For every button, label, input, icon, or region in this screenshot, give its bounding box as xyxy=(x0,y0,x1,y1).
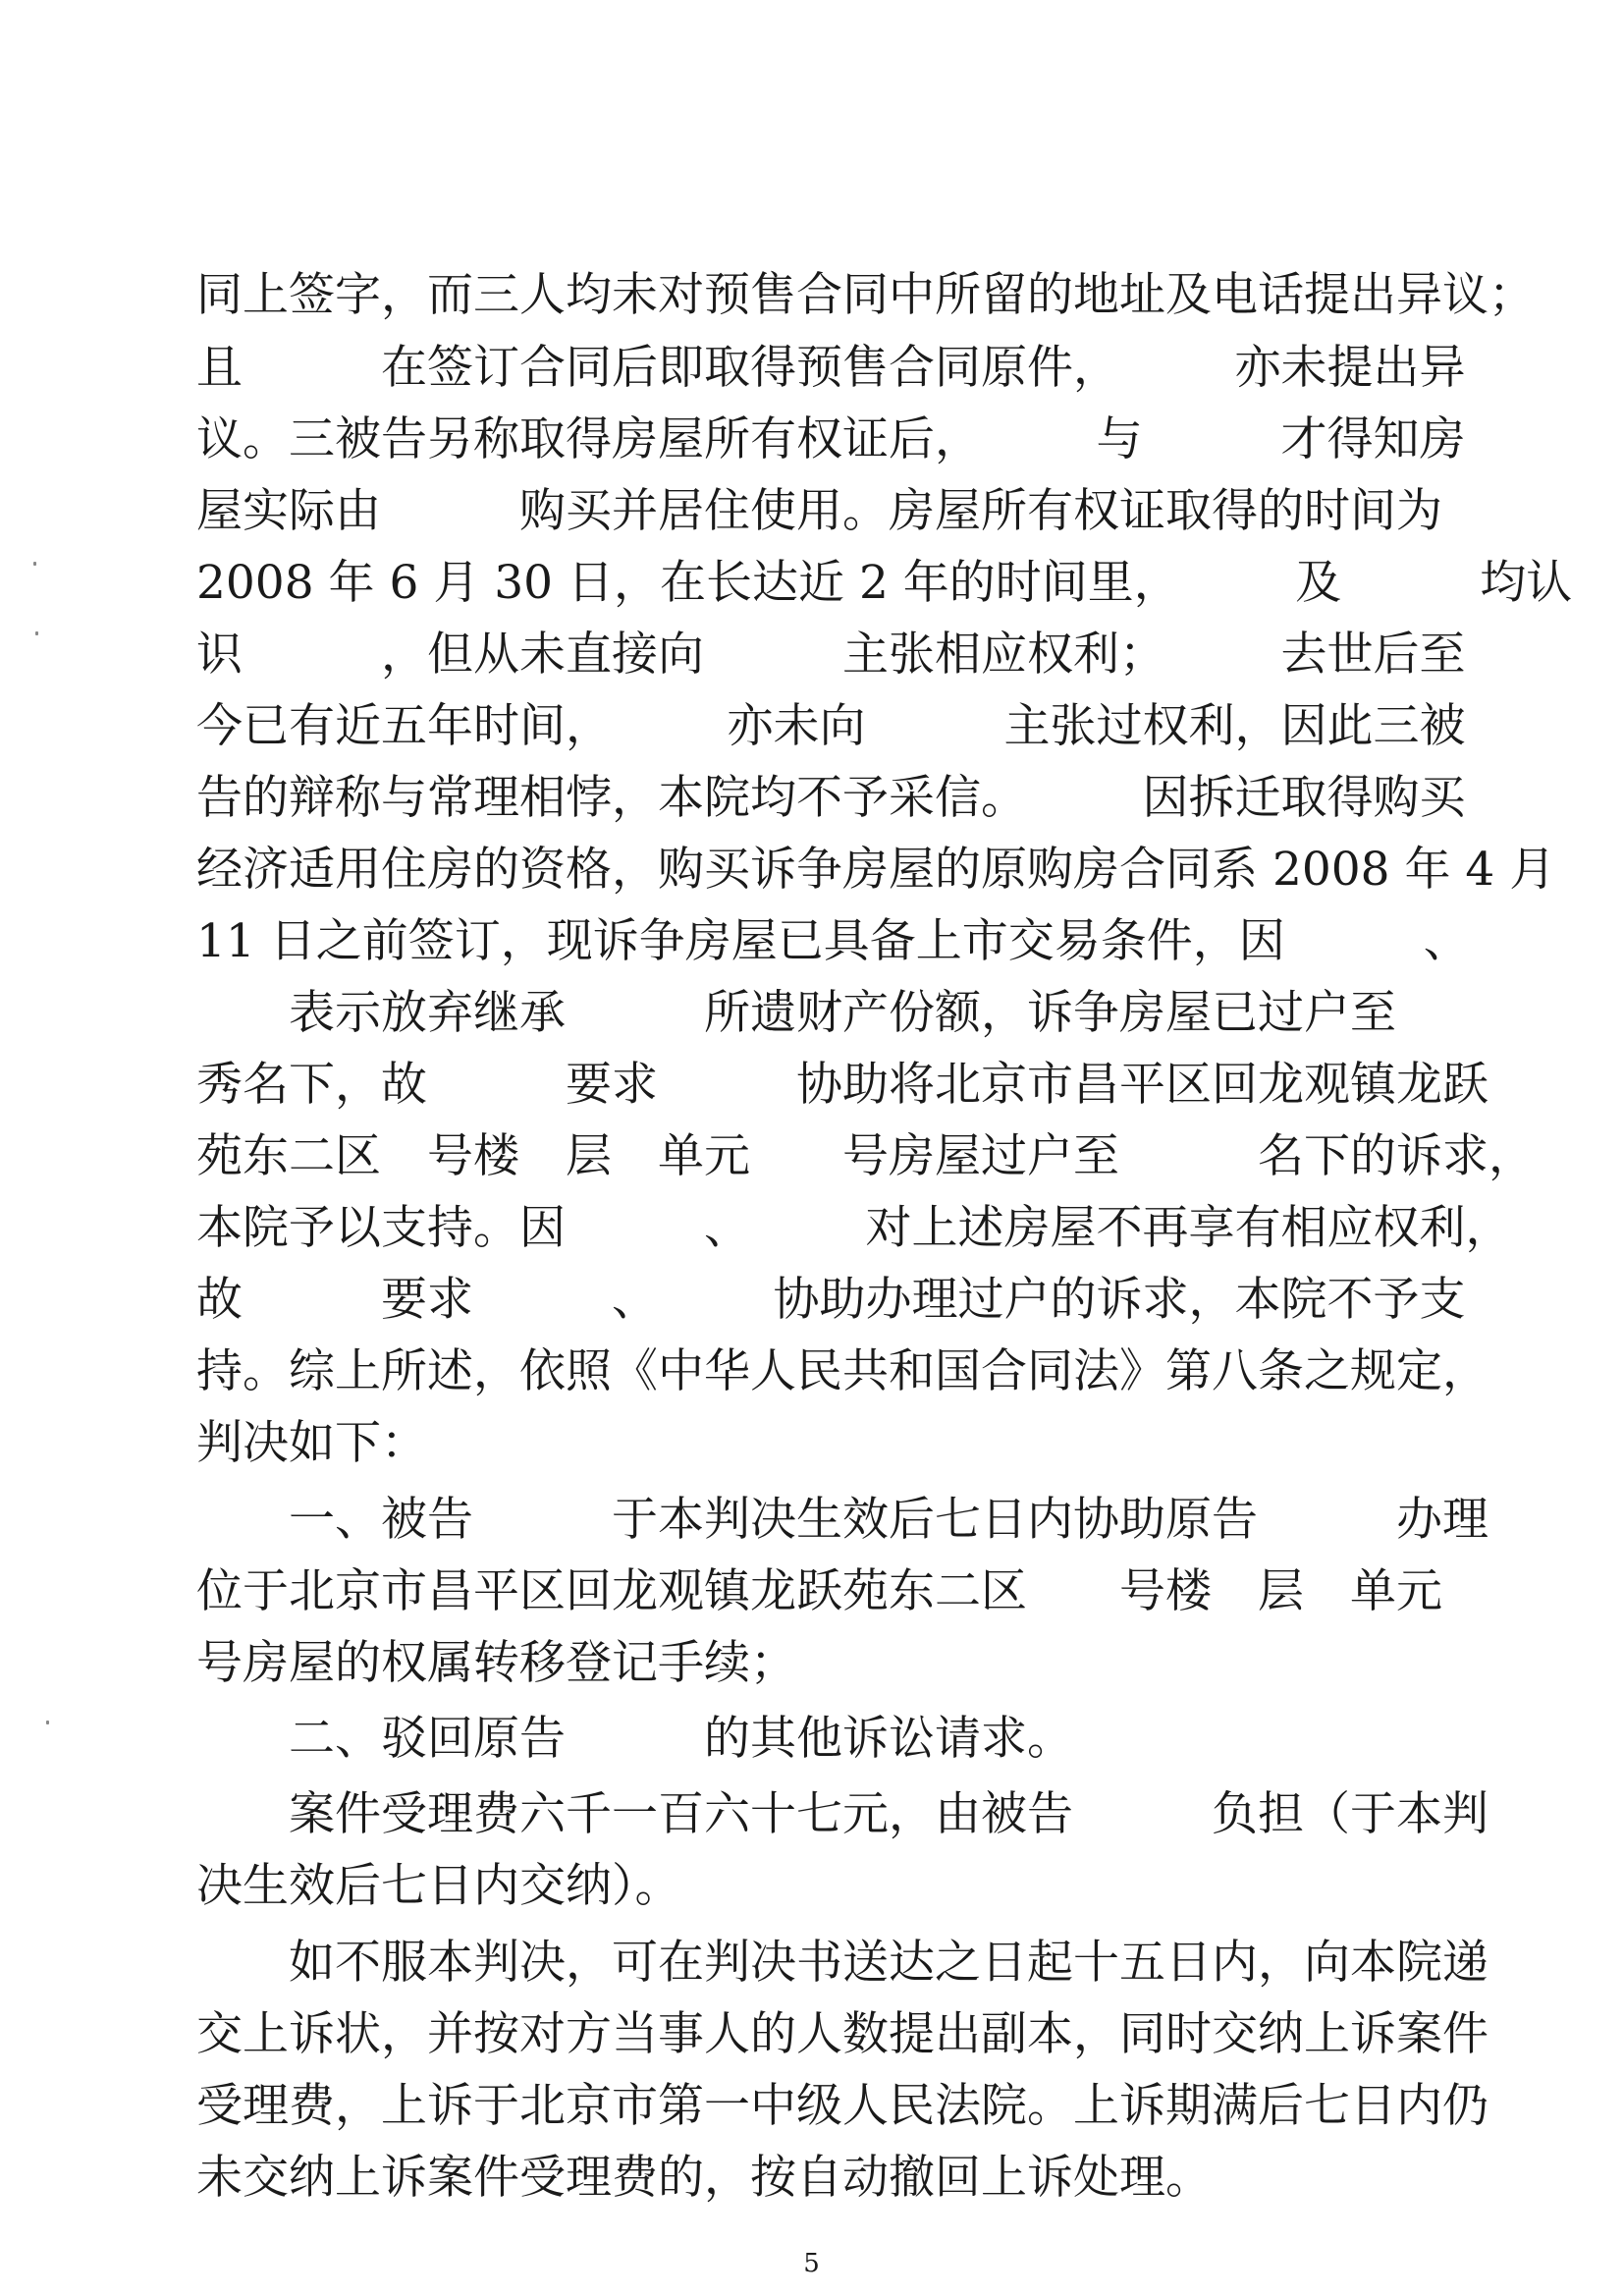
text-line: 秀名下，故 要求 协助将北京市昌平区回龙观镇龙跃 xyxy=(196,1058,1488,1112)
text-line: 判决如下： xyxy=(196,1416,427,1470)
text-line: 2008 年 6 月 30 日，在长达近 2 年的时间里， 及 均认 xyxy=(196,556,1573,610)
text-line: 屋实际由 购买并居住使用。房屋所有权证取得的时间为 xyxy=(196,484,1442,538)
text-line: 二、驳回原告 的其他诉讼请求。 xyxy=(196,1712,1073,1766)
text-line: 未交纳上诉案件受理费的，按自动撤回上诉处理。 xyxy=(196,2151,1212,2205)
text-line: 如不服本判决，可在判决书送达之日起十五日内，向本院递 xyxy=(196,1936,1488,1990)
text-line: 本院予以支持。因 、 对上述房屋不再享有相应权利， xyxy=(196,1201,1512,1255)
text-line: 持。综上所述，依照《中华人民共和国合同法》第八条之规定， xyxy=(196,1344,1488,1398)
text-line: 交上诉状，并按对方当事人的人数提出副本，同时交纳上诉案件 xyxy=(196,2007,1488,2061)
text-line: 且 在签订合同后即取得预售合同原件， 亦未提出异 xyxy=(196,341,1466,395)
text-line: 一、被告 于本判决生效后七日内协助原告 办理 xyxy=(196,1493,1488,1547)
text-line: 告的辩称与常理相悖，本院均不予采信。 因拆迁取得购买 xyxy=(196,771,1466,825)
text-line: 受理费，上诉于北京市第一中级人民法院。上诉期满后七日内仍 xyxy=(196,2079,1488,2133)
scan-speck xyxy=(46,1721,49,1724)
text-line: 经济适用住房的资格，购买诉争房屋的原购房合同系 2008 年 4 月 xyxy=(196,843,1556,897)
text-line: 同上签字，而三人均未对预售合同中所留的地址及电话提出异议； xyxy=(196,268,1535,322)
text-line: 11 日之前签订，现诉争房屋已具备上市交易条件，因 、 xyxy=(196,914,1470,968)
scan-speck xyxy=(35,631,38,635)
text-line: 表示放弃继承 所遗财产份额，诉争房屋已过户至 xyxy=(196,986,1396,1040)
text-line: 今已有近五年时间， 亦未向 主张过权利，因此三被 xyxy=(196,699,1466,753)
scan-speck xyxy=(33,562,36,566)
text-line: 苑东二区 号楼 层 单元 号房屋过户至 名下的诉求， xyxy=(196,1129,1535,1183)
page-number-footer: 5 xyxy=(803,2249,820,2278)
text-line: 号房屋的权属转移登记手续； xyxy=(196,1636,796,1690)
text-line: 决生效后七日内交纳）。 xyxy=(196,1859,681,1913)
text-line: 位于北京市昌平区回龙观镇龙跃苑东二区 号楼 层 单元 xyxy=(196,1564,1442,1618)
text-line: 案件受理费六千一百六十七元，由被告 负担（于本判 xyxy=(196,1787,1488,1841)
text-line: 识 ，但从未直接向 主张相应权利； 去世后至 xyxy=(196,628,1466,682)
text-line: 故 要求 、 协助办理过户的诉求，本院不予支 xyxy=(196,1273,1466,1327)
text-line: 议。三被告另称取得房屋所有权证后， 与 才得知房 xyxy=(196,412,1466,466)
